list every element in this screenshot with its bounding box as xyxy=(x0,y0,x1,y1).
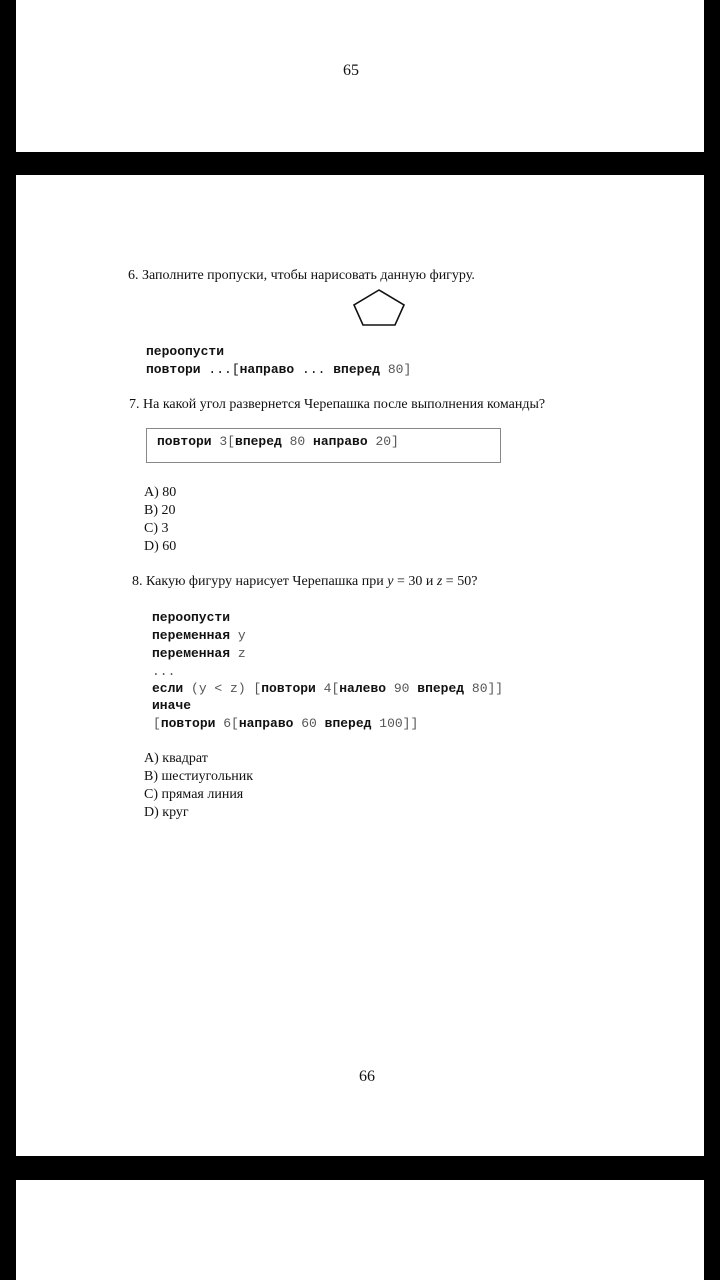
code-line: пероопусти xyxy=(152,610,231,625)
question-6-text: 6. Заполните пропуски, чтобы нарисовать данную фигуру. xyxy=(128,268,475,283)
code-line xyxy=(157,434,399,449)
code-keyword: направо xyxy=(239,362,295,377)
page-65 xyxy=(16,0,704,152)
page-number-top: 65 xyxy=(343,62,359,79)
code-text: 6[ xyxy=(215,716,239,731)
option-a: A) 80 xyxy=(144,485,177,500)
code-keyword: вперед xyxy=(235,434,282,449)
option-d: D) круг xyxy=(144,805,189,820)
code-keyword: повтори xyxy=(146,362,201,377)
code-keyword: повтори xyxy=(160,716,216,731)
option-b: B) 20 xyxy=(144,503,176,518)
code-line xyxy=(152,628,246,643)
code-text: ... xyxy=(294,362,334,377)
page-next xyxy=(16,1180,704,1280)
question-text: = 30 и xyxy=(393,574,437,589)
code-text: 4[ xyxy=(315,681,340,696)
code-keyword: вперед xyxy=(324,716,372,731)
option-a: A) квадрат xyxy=(144,751,208,766)
code-line xyxy=(153,716,418,731)
question-text: 8. Какую фигуру нарисует Черепашка при xyxy=(132,574,388,589)
option-c: C) 3 xyxy=(144,521,169,536)
code-text: y xyxy=(230,628,246,643)
code-keyword: налево xyxy=(339,681,387,696)
code-text: 100]] xyxy=(371,716,419,731)
code-keyword: вперед xyxy=(333,362,381,377)
code-line xyxy=(152,646,246,661)
code-text: 80] xyxy=(380,362,412,377)
question-7-text: 7. На какой угол развернется Черепашка после выполнения команды? xyxy=(129,397,546,412)
code-line: иначе xyxy=(152,698,192,713)
code-text: 20] xyxy=(367,434,399,449)
code-line xyxy=(146,362,411,377)
code-text: ...[ xyxy=(200,362,240,377)
code-keyword: повтори xyxy=(261,681,316,696)
code-text: (y < z) [ xyxy=(183,681,262,696)
option-b: B) шестиугольник xyxy=(144,769,254,784)
question-8-text xyxy=(132,574,477,590)
page-66 xyxy=(16,175,704,1156)
code-keyword: вперед xyxy=(417,681,465,696)
variable: z xyxy=(436,574,443,589)
code-keyword: если xyxy=(152,681,184,696)
code-text: 80]] xyxy=(464,681,504,696)
code-keyword: направо xyxy=(313,434,368,449)
code-text: [ xyxy=(153,716,161,731)
code-text: 3[ xyxy=(211,434,236,449)
question-7-code-box xyxy=(146,428,501,463)
code-text: 60 xyxy=(293,716,325,731)
code-line xyxy=(152,681,503,696)
code-text: 90 xyxy=(386,681,418,696)
code-text: 80 xyxy=(281,434,314,449)
code-line: пероопусти xyxy=(146,344,225,359)
code-keyword: переменная xyxy=(152,628,231,643)
code-keyword: повтори xyxy=(157,434,212,449)
code-keyword: переменная xyxy=(152,646,231,661)
pentagon-figure xyxy=(351,288,407,328)
question-text: = 50? xyxy=(442,574,478,589)
code-line: ... xyxy=(152,664,176,679)
code-text: z xyxy=(230,646,246,661)
code-keyword: направо xyxy=(238,716,294,731)
page-number-middle: 66 xyxy=(359,1068,375,1085)
option-d: D) 60 xyxy=(144,539,177,554)
option-c: C) прямая линия xyxy=(144,787,244,802)
variable: y xyxy=(387,574,394,589)
